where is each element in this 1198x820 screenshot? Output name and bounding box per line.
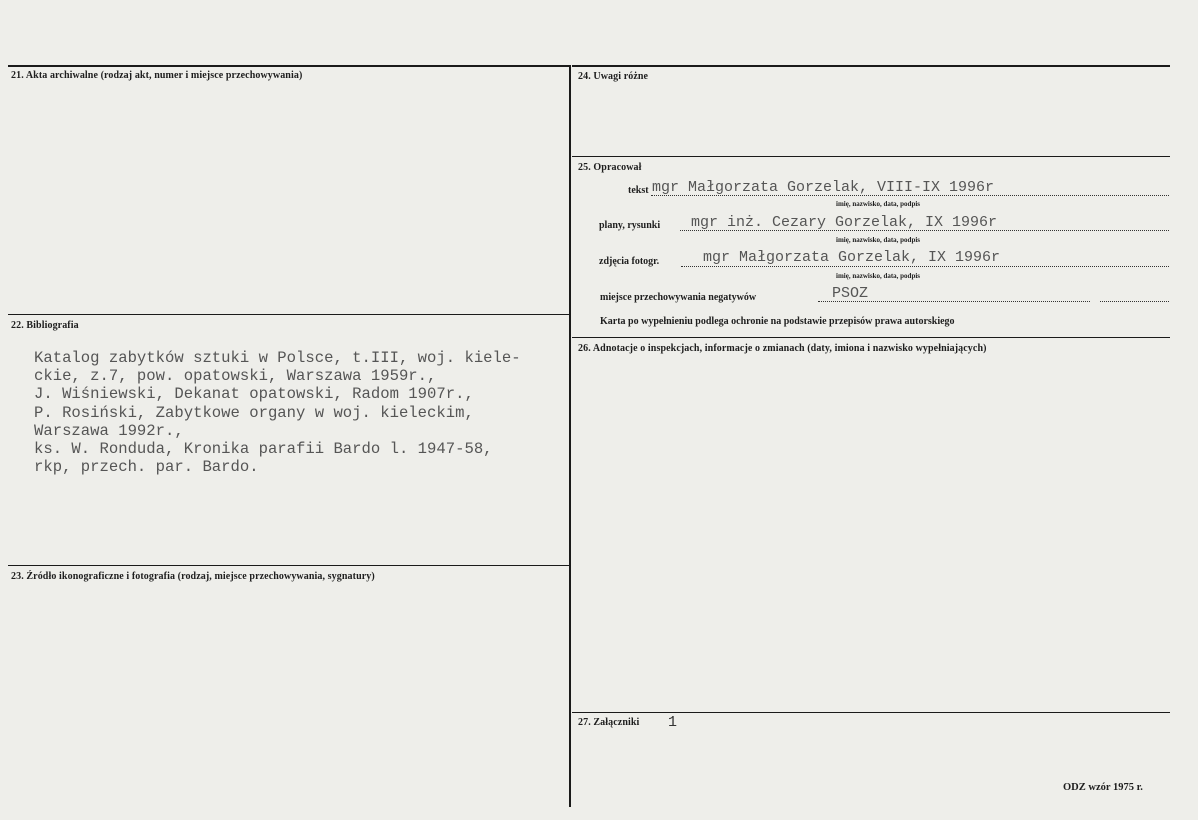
bibliography-line: Katalog zabytków sztuki w Polsce, t.III, woj. kiele-	[34, 349, 521, 367]
section-27-label: 27. Załączniki	[578, 717, 640, 728]
section-22-label: 22. Bibliografia	[11, 320, 79, 331]
rule-26-27	[572, 712, 1170, 713]
bibliography-line: ks. W. Ronduda, Kronika parafii Bardo l. 1947-58,	[34, 440, 493, 459]
column-divider	[569, 65, 571, 807]
rule-25-26	[572, 337, 1170, 338]
photos-author-value: mgr Małgorzata Gorzelak, IX 1996r	[703, 249, 1001, 266]
text-author-value: mgr Małgorzata Gorzelak, VIII-IX 1996r	[652, 179, 995, 196]
section-24-label: 24. Uwagi różne	[578, 71, 649, 82]
bibliography-line: rkp, przech. par. Bardo.	[34, 458, 259, 477]
photos-author-label: zdjęcia fotogr.	[599, 256, 660, 267]
top-rule-right	[572, 65, 1170, 67]
text-author-label: tekst	[628, 185, 649, 196]
bibliography-line: Warszawa 1992r.,	[34, 421, 184, 440]
photos-author-caption: imię, nazwisko, data, podpis	[836, 272, 921, 280]
drawings-author-caption: imię, nazwisko, data, podpis	[836, 236, 921, 244]
drawings-author-value: mgr inż. Cezary Gorzelak, IX 1996r	[691, 214, 998, 231]
drawings-author-label: plany, rysunki	[599, 220, 661, 231]
drawings-author-line	[680, 230, 1169, 231]
rule-22-23	[8, 565, 569, 566]
bibliography-line: J. Wiśniewski, Dekanat opatowski, Radom 1907r.,	[34, 385, 474, 404]
bibliography-text	[34, 349, 521, 476]
text-author-caption: imię, nazwisko, data, podpis	[836, 200, 921, 208]
form-id: ODZ wzór 1975 r.	[1063, 782, 1143, 793]
bibliography-line: P. Rosiński, Zabytkowe organy w woj. kieleckim,	[34, 403, 474, 422]
rule-24-25	[572, 156, 1170, 157]
negatives-storage-label: miejsce przechowywania negatywów	[600, 292, 757, 303]
negatives-storage-value: PSOZ	[832, 285, 869, 302]
negatives-storage-line-2	[1100, 301, 1169, 302]
attachments-count: 1	[668, 714, 678, 731]
section-21-label: 21. Akta archiwalne (rodzaj akt, numer i miejsce przechowywania)	[11, 70, 303, 81]
text-author-line	[651, 195, 1169, 196]
rule-21-22	[8, 314, 569, 315]
photos-author-line	[681, 266, 1169, 267]
section-23-label: 23. Źródło ikonograficzne i fotografia (rodzaj, miejsce przechowywania, sygnatury)	[11, 571, 375, 582]
bibliography-line: ckie, z.7, pow. opatowski, Warszawa 1959r.,	[34, 367, 437, 386]
top-rule-left	[8, 65, 569, 67]
section-26-label: 26. Adnotacje o inspekcjach, informacje o zmianach (daty, imiona i nazwisko wypełniających)	[578, 343, 987, 354]
section-25-label: 25. Opracował	[578, 162, 642, 173]
negatives-storage-line	[818, 301, 1090, 302]
copyright-note: Karta po wypełnieniu podlega ochronie na podstawie przepisów prawa autorskiego	[600, 316, 955, 327]
